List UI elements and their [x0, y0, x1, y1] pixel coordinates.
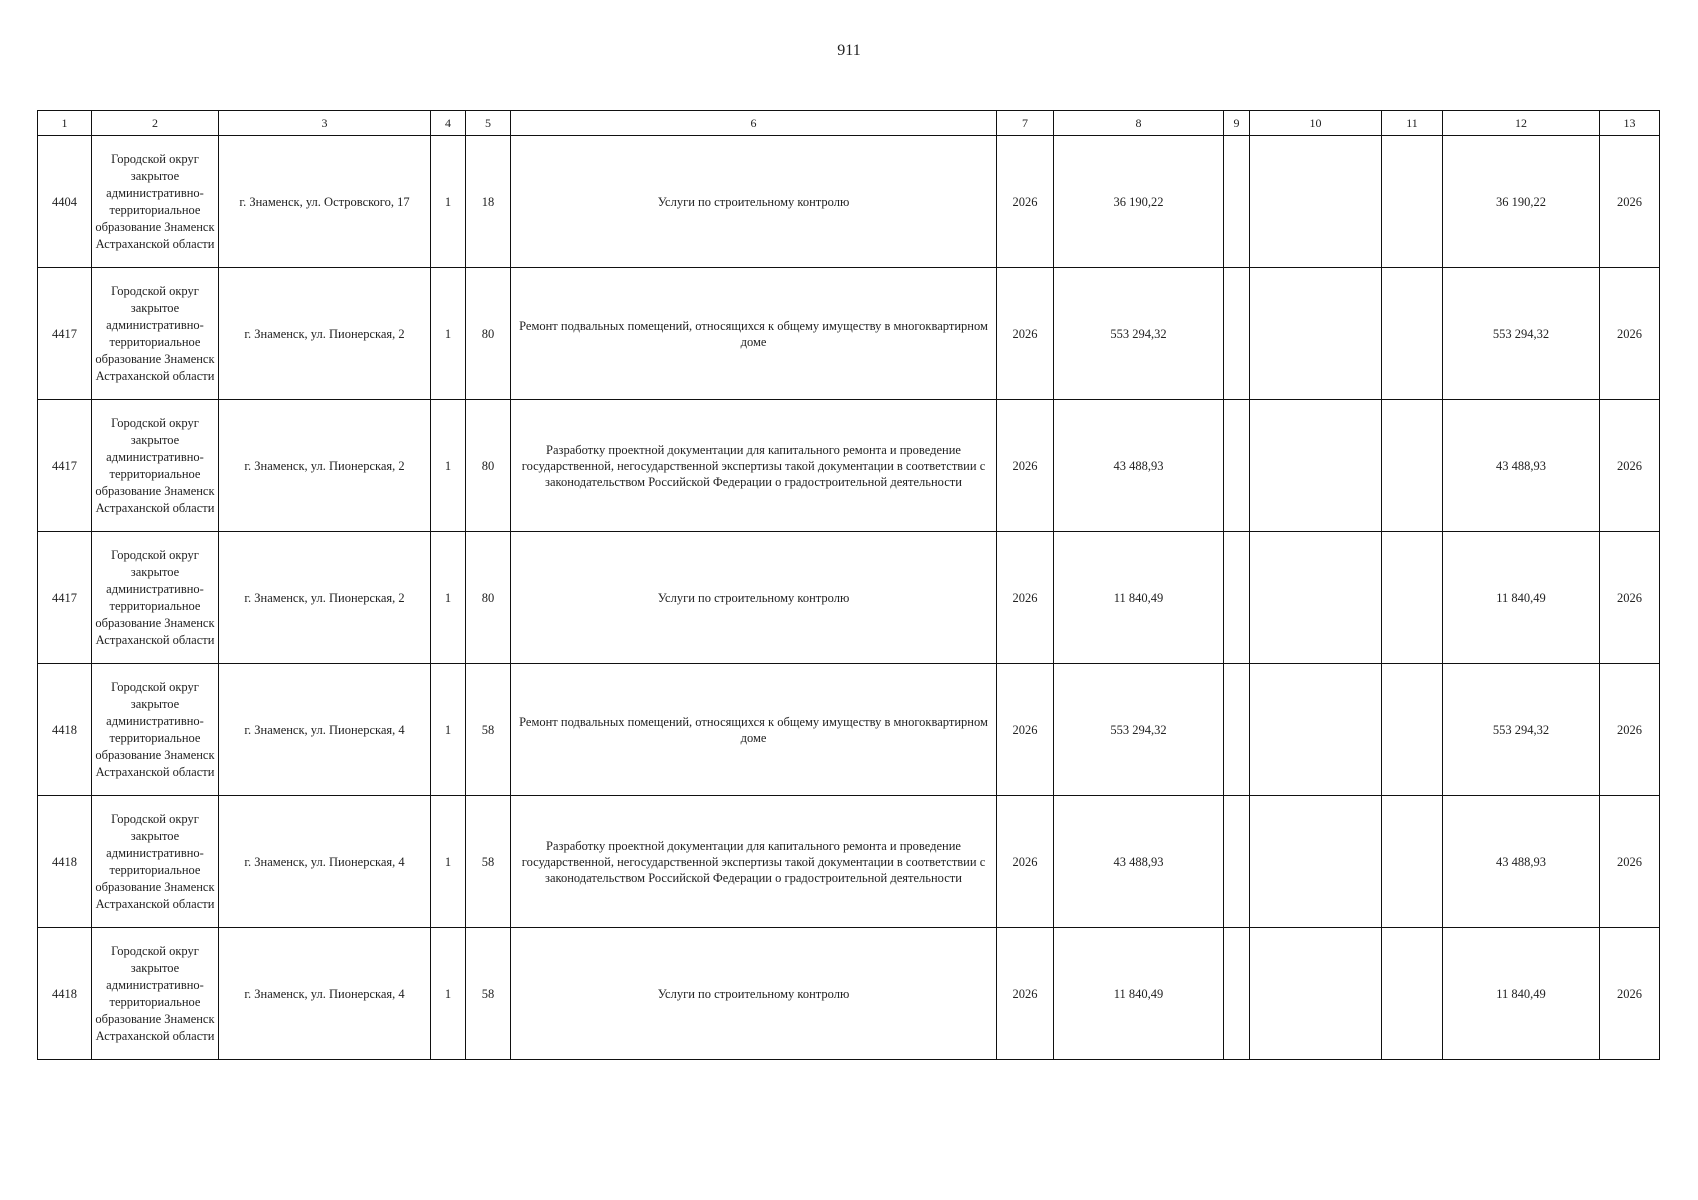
work-type-cell: Разработку проектной документации для капитального ремонта и проведение государственной, негосударственной экспертизы такой документации в соответствии с законодательством Российской Федерации о градостроительной деятельности	[511, 796, 997, 928]
end-year-cell: 2026	[1600, 136, 1660, 268]
column-header: 12	[1443, 111, 1600, 136]
col4-cell: 1	[431, 532, 466, 664]
municipality-cell	[92, 664, 219, 796]
municipality-cell	[92, 532, 219, 664]
table-row	[38, 400, 1660, 532]
col11-cell	[1382, 532, 1443, 664]
cost-cell: 43 488,93	[1443, 400, 1600, 532]
col10-cell	[1250, 136, 1382, 268]
col10-cell	[1250, 400, 1382, 532]
municipality-cell	[92, 928, 219, 1060]
header-row	[38, 111, 1660, 136]
total-cost-cell: 11 840,49	[1054, 928, 1224, 1060]
column-header: 5	[466, 111, 511, 136]
address-cell: г. Знаменск, ул. Пионерская, 4	[219, 664, 431, 796]
col11-cell	[1382, 400, 1443, 532]
municipality-text: Городской округ закрытое административно-территориальное образование Знаменск Астраханской области	[95, 943, 215, 1043]
end-year-cell: 2026	[1600, 400, 1660, 532]
total-cost-cell: 43 488,93	[1054, 796, 1224, 928]
year-cell: 2026	[997, 664, 1054, 796]
col4-cell: 1	[431, 268, 466, 400]
col4-cell: 1	[431, 928, 466, 1060]
year-cell: 2026	[997, 928, 1054, 1060]
work-type-cell: Услуги по строительному контролю	[511, 136, 997, 268]
col5-cell: 58	[466, 796, 511, 928]
column-header: 4	[431, 111, 466, 136]
cost-cell: 43 488,93	[1443, 796, 1600, 928]
column-header: 11	[1382, 111, 1443, 136]
municipality-cell	[92, 796, 219, 928]
object-number-cell: 4417	[38, 400, 92, 532]
year-cell: 2026	[997, 796, 1054, 928]
work-type-cell: Ремонт подвальных помещений, относящихся к общему имуществу в многоквартирном доме	[511, 268, 997, 400]
col9-cell	[1224, 136, 1250, 268]
col9-cell	[1224, 532, 1250, 664]
cost-cell: 11 840,49	[1443, 532, 1600, 664]
municipality-cell	[92, 136, 219, 268]
object-number-cell: 4418	[38, 796, 92, 928]
year-cell: 2026	[997, 136, 1054, 268]
col11-cell	[1382, 664, 1443, 796]
end-year-cell: 2026	[1600, 268, 1660, 400]
cost-cell: 11 840,49	[1443, 928, 1600, 1060]
table-row	[38, 796, 1660, 928]
table-row	[38, 928, 1660, 1060]
work-type-cell: Ремонт подвальных помещений, относящихся к общему имуществу в многоквартирном доме	[511, 664, 997, 796]
col5-cell: 80	[466, 268, 511, 400]
municipality-cell	[92, 268, 219, 400]
municipality-cell	[92, 400, 219, 532]
col9-cell	[1224, 928, 1250, 1060]
total-cost-cell: 43 488,93	[1054, 400, 1224, 532]
object-number-cell: 4417	[38, 268, 92, 400]
col9-cell	[1224, 796, 1250, 928]
municipality-text: Городской округ закрытое административно-территориальное образование Знаменск Астраханской области	[95, 415, 215, 515]
year-cell: 2026	[997, 400, 1054, 532]
col4-cell: 1	[431, 400, 466, 532]
municipality-text: Городской округ закрытое административно-территориальное образование Знаменск Астраханской области	[95, 811, 215, 911]
address-cell: г. Знаменск, ул. Пионерская, 4	[219, 796, 431, 928]
col4-cell: 1	[431, 136, 466, 268]
total-cost-cell: 553 294,32	[1054, 268, 1224, 400]
year-cell: 2026	[997, 268, 1054, 400]
cost-cell: 36 190,22	[1443, 136, 1600, 268]
cost-cell: 553 294,32	[1443, 664, 1600, 796]
work-type-cell: Услуги по строительному контролю	[511, 532, 997, 664]
col5-cell: 18	[466, 136, 511, 268]
column-header: 9	[1224, 111, 1250, 136]
object-number-cell: 4418	[38, 928, 92, 1060]
end-year-cell: 2026	[1600, 664, 1660, 796]
cost-cell: 553 294,32	[1443, 268, 1600, 400]
table-row	[38, 136, 1660, 268]
municipality-text: Городской округ закрытое административно-территориальное образование Знаменск Астраханской области	[95, 547, 215, 647]
col10-cell	[1250, 532, 1382, 664]
total-cost-cell: 11 840,49	[1054, 532, 1224, 664]
end-year-cell: 2026	[1600, 928, 1660, 1060]
col10-cell	[1250, 796, 1382, 928]
column-header: 2	[92, 111, 219, 136]
col11-cell	[1382, 136, 1443, 268]
municipality-text: Городской округ закрытое административно-территориальное образование Знаменск Астраханской области	[95, 679, 215, 779]
column-header: 3	[219, 111, 431, 136]
col4-cell: 1	[431, 664, 466, 796]
address-cell: г. Знаменск, ул. Пионерская, 2	[219, 268, 431, 400]
col10-cell	[1250, 928, 1382, 1060]
col11-cell	[1382, 268, 1443, 400]
col11-cell	[1382, 796, 1443, 928]
column-header: 1	[38, 111, 92, 136]
col5-cell: 80	[466, 400, 511, 532]
column-header: 7	[997, 111, 1054, 136]
page-number: 911	[837, 42, 861, 59]
object-number-cell: 4418	[38, 664, 92, 796]
col9-cell	[1224, 400, 1250, 532]
municipality-text: Городской округ закрытое административно-территориальное образование Знаменск Астраханской области	[95, 151, 215, 251]
address-cell: г. Знаменск, ул. Пионерская, 2	[219, 532, 431, 664]
register-table	[37, 110, 1660, 1060]
column-header: 8	[1054, 111, 1224, 136]
col5-cell: 58	[466, 928, 511, 1060]
object-number-cell: 4417	[38, 532, 92, 664]
total-cost-cell: 36 190,22	[1054, 136, 1224, 268]
address-cell: г. Знаменск, ул. Пионерская, 2	[219, 400, 431, 532]
col9-cell	[1224, 268, 1250, 400]
col11-cell	[1382, 928, 1443, 1060]
work-type-cell: Разработку проектной документации для капитального ремонта и проведение государственной, негосударственной экспертизы такой документации в соответствии с законодательством Российской Федерации о градостроительной деятельности	[511, 400, 997, 532]
col9-cell	[1224, 664, 1250, 796]
col4-cell: 1	[431, 796, 466, 928]
col10-cell	[1250, 268, 1382, 400]
column-header: 6	[511, 111, 997, 136]
address-cell: г. Знаменск, ул. Пионерская, 4	[219, 928, 431, 1060]
end-year-cell: 2026	[1600, 796, 1660, 928]
work-type-cell: Услуги по строительному контролю	[511, 928, 997, 1060]
address-cell: г. Знаменск, ул. Островского, 17	[219, 136, 431, 268]
table-row	[38, 532, 1660, 664]
col10-cell	[1250, 664, 1382, 796]
table-row	[38, 268, 1660, 400]
column-header: 10	[1250, 111, 1382, 136]
table-row	[38, 664, 1660, 796]
end-year-cell: 2026	[1600, 532, 1660, 664]
col5-cell: 58	[466, 664, 511, 796]
col5-cell: 80	[466, 532, 511, 664]
total-cost-cell: 553 294,32	[1054, 664, 1224, 796]
object-number-cell: 4404	[38, 136, 92, 268]
column-header: 13	[1600, 111, 1660, 136]
municipality-text: Городской округ закрытое административно-территориальное образование Знаменск Астраханской области	[95, 283, 215, 383]
year-cell: 2026	[997, 532, 1054, 664]
